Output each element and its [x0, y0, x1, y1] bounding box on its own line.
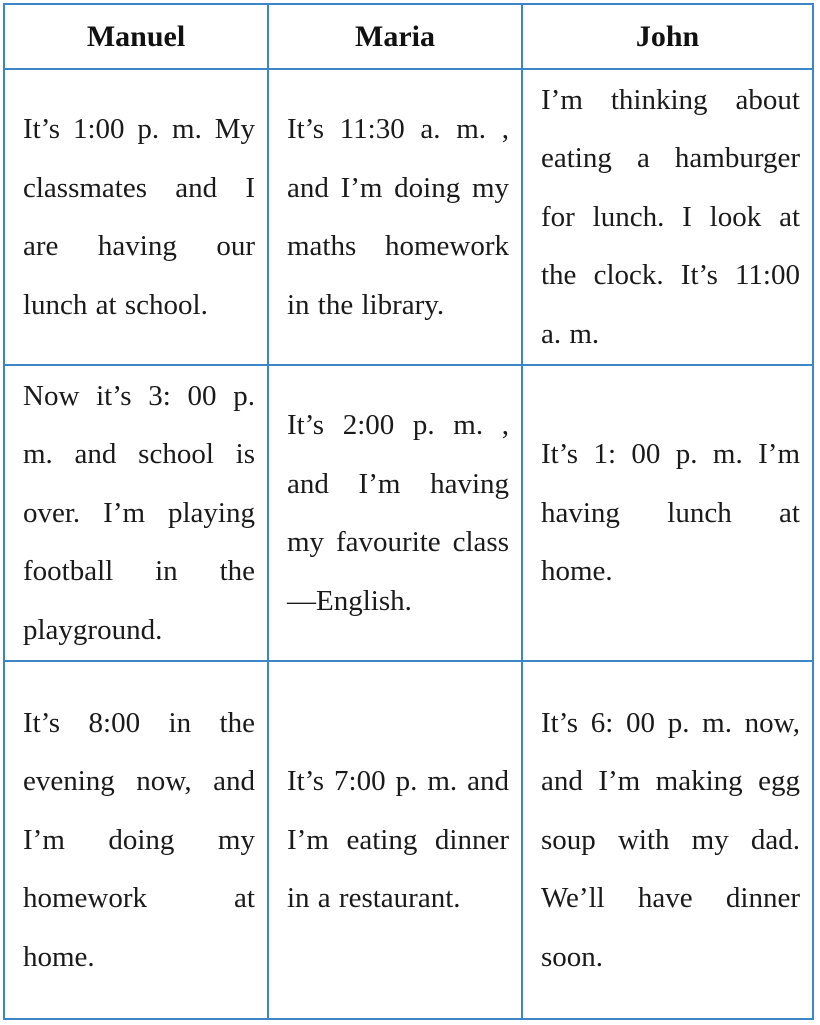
cell-text: It’s 8:00 in the evening now, and I’m doing my homework at home.: [23, 706, 255, 973]
cell-manuel-row2: [5, 365, 268, 661]
cell-text: I’m thinking about eating a hamburger for lunch. I look at the clock. It’s 11:00 a. m.: [541, 83, 800, 350]
cell-manuel-row1: [5, 69, 268, 365]
cell-text: It’s 1: 00 p. m. I’m having lunch at home.: [541, 438, 800, 588]
header-manuel: Manuel: [5, 5, 268, 69]
cell-text: Now it’s 3: 00 p. m. and school is over. I’m playing football in the playground.: [23, 379, 255, 646]
table-row: [5, 69, 812, 365]
table-row: [5, 661, 812, 1018]
header-john: John: [522, 5, 812, 69]
cell-john-row1: [522, 69, 812, 365]
table-row: [5, 365, 812, 661]
cell-text: It’s 1:00 p. m. My classmates and I are having our lunch at school.: [23, 113, 255, 321]
cell-text: It’s 11:30 a. m. , and I’m doing my maths homework in the library.: [287, 113, 509, 321]
cell-maria-row2: [268, 365, 522, 661]
cell-maria-row1: [268, 69, 522, 365]
header-row: [5, 5, 812, 69]
cell-text: It’s 6: 00 p. m. now, and I’m making egg soup with my dad. We’ll have dinner soon.: [541, 706, 800, 973]
schedule-table: [5, 5, 812, 1018]
cell-manuel-row3: [5, 661, 268, 1018]
cell-john-row3: [522, 661, 812, 1018]
schedule-table-frame: [3, 3, 814, 1020]
cell-john-row2: [522, 365, 812, 661]
cell-maria-row3: [268, 661, 522, 1018]
cell-text: It’s 7:00 p. m. and I’m eating dinner in a restaurant.: [287, 765, 509, 915]
header-maria: Maria: [268, 5, 522, 69]
cell-text: It’s 2:00 p. m. , and I’m having my favourite class—English.: [287, 409, 509, 617]
